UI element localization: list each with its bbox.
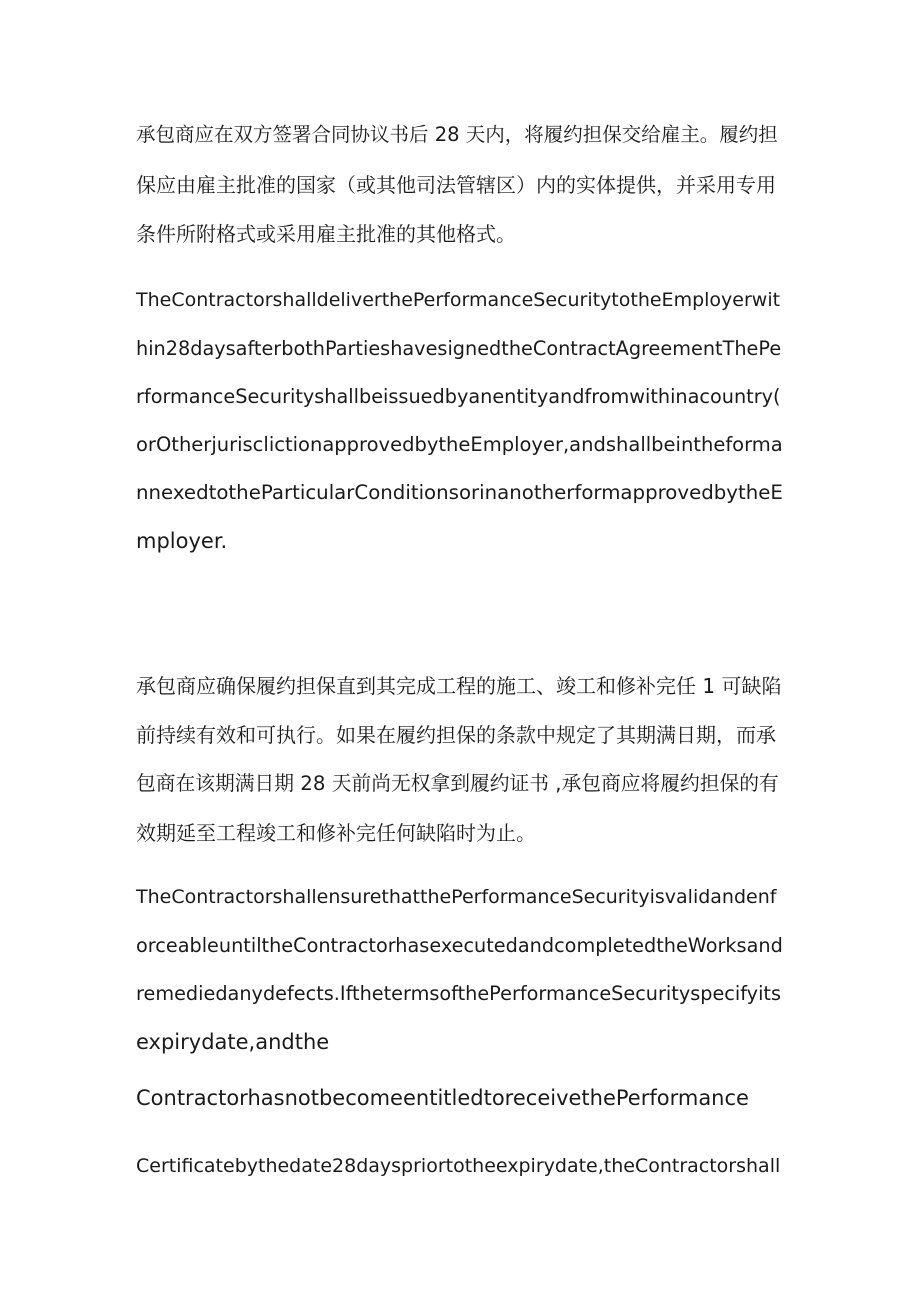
paragraph-1-line-1: 承包商应在双方签署合同协议书后 28 天内，将履约担保交给雇主。履约担 [136, 123, 778, 146]
paragraph-3-line-1: 承包商应确保履约担保直到其完成工程的施工、竣工和修补完任 1 可缺陷 [136, 674, 782, 698]
paragraph-2-line-3: rformanceSecurityshallbeissuedbyanentityandfromwithinacountry( [136, 385, 781, 408]
paragraph-2-line-6: mployer. [136, 529, 228, 553]
paragraph-4-line-5: ContractorhasnotbecomeentitledtoreceivethePerformance [136, 1086, 749, 1110]
paragraph-4-line-3: remediedanydefects.IfthetermsofthePerformanceSecurityspecifyits [136, 982, 781, 1005]
paragraph-4-line-2: orceableuntiltheContractorhasexecutedandcompletedtheWorksand [136, 934, 783, 957]
paragraph-3-line-3: 包商在该期满日期 28 天前尚无权拿到履约证书 ,承包商应将履约担保的有 [136, 772, 779, 795]
paragraph-1-line-2: 保应由雇主批准的国家（或其他司法管辖区）内的实体提供，并采用专用 [136, 173, 776, 197]
paragraph-4-line-1: TheContractorshallensurethatthePerformanceSecurityisvalidandenf [136, 886, 777, 908]
paragraph-1-line-3: 条件所附格式或采用雇主批准的其他格式。 [136, 222, 516, 246]
paragraph-2-line-5: nnexedtotheParticularConditionsorinanotherformapprovedbytheE [136, 481, 783, 504]
paragraph-3-line-4: 效期延至工程竣工和修补完任何缺陷时为止。 [136, 821, 536, 845]
paragraph-2-line-2: hin28daysafterbothPartieshavesignedtheContractAgreementThePe [136, 337, 782, 360]
paragraph-4-line-6: Certificatebythedate28dayspriortotheexpirydate,theContractorshall [136, 1155, 781, 1177]
paragraph-3-line-2: 前持续有效和可执行。如果在履约担保的条款中规定了其期满日期，而承 [136, 723, 776, 747]
paragraph-2-line-4: orOtherjurisclictionapprovedbytheEmployer,andshallbeintheforma [136, 433, 783, 456]
paragraph-4-line-4: expirydate,andthe [136, 1030, 330, 1054]
paragraph-2-line-1: TheContractorshalldeliverthePerformanceSecuritytotheEmployerwit [136, 289, 781, 311]
